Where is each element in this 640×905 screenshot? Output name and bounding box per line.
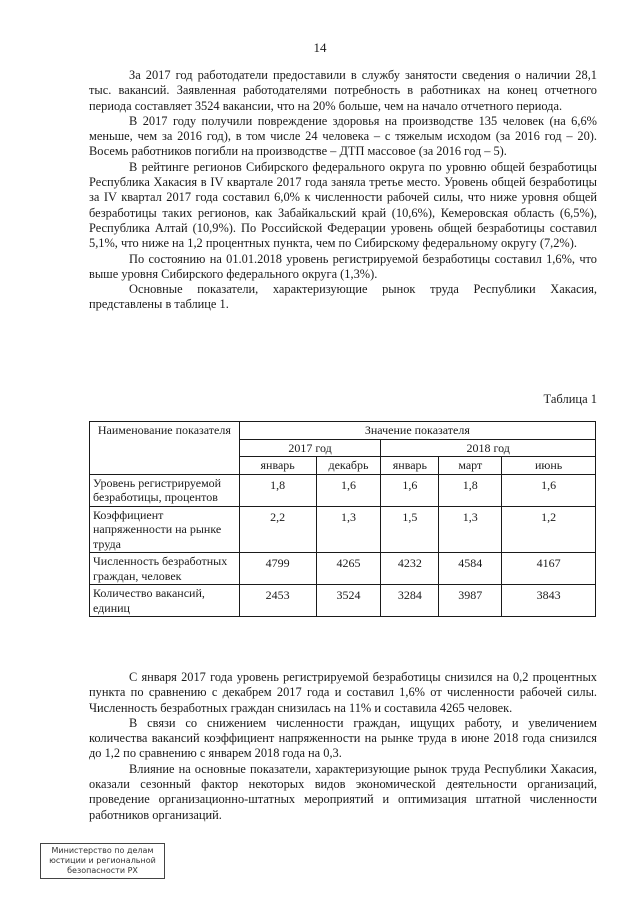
table-row <box>90 553 596 585</box>
paragraph-injuries: В 2017 году получили повреждение здоровья на производстве 135 человек (на 6,6% меньше, чем за 2016 год), в том числе 24 человека – с тяжелым исходом (за 2016 год – 20). Восемь работников погибли на производстве – ДТП массовое (за 2016 год – 5). <box>89 113 597 159</box>
header-indicator-value: Значение показателя <box>239 422 595 440</box>
cell-value: 1,3 <box>439 506 502 553</box>
cell-value: 3987 <box>439 585 502 617</box>
stamp-line: безопасности РХ <box>67 866 138 875</box>
cell-value: 3284 <box>381 585 439 617</box>
indicators-table <box>89 421 596 617</box>
cell-value: 1,6 <box>316 474 381 506</box>
paragraph-registered-unemployment: По состоянию на 01.01.2018 уровень регистрируемой безработицы составил 1,6%, что выше уровня Сибирского федерального округа (1,3%). <box>89 251 597 281</box>
body-text-bottom <box>89 670 597 823</box>
table-row <box>90 506 596 553</box>
row-label: Коэффициент напряженности на рынке труда <box>90 506 240 553</box>
paragraph-tension-coefficient: В связи со снижением численности граждан, ищущих работу, и увеличением количества вакансий коэффициент напряженности на рынке труда в июне 2018 года снизился до 1,2 по сравнению с январем 2018 года на 0,3. <box>89 715 597 761</box>
registration-stamp <box>40 843 165 879</box>
paragraph-table-intro: Основные показатели, характеризующие рынок труда Республики Хакасия, представлены в таблице 1. <box>89 282 597 312</box>
cell-value: 4265 <box>316 553 381 585</box>
cell-value: 1,8 <box>439 474 502 506</box>
row-label: Количество вакансий, единиц <box>90 585 240 617</box>
cell-value: 1,3 <box>316 506 381 553</box>
paragraph-vacancies: За 2017 год работодатели предоставили в службу занятости сведения о наличии 28,1 тыс. вакансий. Заявленная работодателями потребность в работниках на конец отчетного периода составляет 3524 вакансии, что на 20% больше, чем на начало отчетного периода. <box>89 68 597 113</box>
table-row <box>90 585 596 617</box>
cell-value: 3524 <box>316 585 381 617</box>
cell-value: 4232 <box>381 553 439 585</box>
header-year-2017: 2017 год <box>239 439 381 457</box>
header-month: январь <box>381 457 439 475</box>
stamp-line: Министерство по делам <box>51 846 154 855</box>
stamp-line: юстиции и региональной <box>49 856 156 865</box>
cell-value: 4799 <box>239 553 316 585</box>
cell-value: 3843 <box>502 585 596 617</box>
header-month: июнь <box>502 457 596 475</box>
cell-value: 1,2 <box>502 506 596 553</box>
cell-value: 1,8 <box>239 474 316 506</box>
row-label: Уровень регистрируемой безработицы, процентов <box>90 474 240 506</box>
cell-value: 1,5 <box>381 506 439 553</box>
table-caption: Таблица 1 <box>543 392 597 406</box>
table-header-row <box>90 422 596 440</box>
paragraph-influence: Влияние на основные показатели, характеризующие рынок труда Республики Хакасия, оказали сезонный фактор некоторых видов экономической деятельности организаций, проведение организационно-штатных мероприятий и оптимизация штатной численности работников организаций. <box>89 761 597 822</box>
cell-value: 2,2 <box>239 506 316 553</box>
cell-value: 1,6 <box>502 474 596 506</box>
row-label: Численность безработных граждан, человек <box>90 553 240 585</box>
header-month: март <box>439 457 502 475</box>
cell-value: 2453 <box>239 585 316 617</box>
header-indicator-name: Наименование показателя <box>90 422 240 475</box>
paragraph-rating: В рейтинге регионов Сибирского федерального округа по уровню общей безработицы Республика Хакасия в IV квартале 2017 года заняла третье место. Уровень общей безработицы за IV квартал 2017 года составил 6,0% к численности рабочей силы, что ниже уровня общей безработицы таких регионов, как Забайкальский край (10,6%), Кемеровская область (6,5%), Республика Алтай (10,9%). По Российской Федерации уровень общей безработицы составил 5,1%, что ниже на 1,2 процентных пункта, чем по Сибирскому федеральному округу (7,2%). <box>89 159 597 251</box>
body-text-top <box>89 68 597 313</box>
paragraph-unemployment-change: С января 2017 года уровень регистрируемой безработицы снизился на 0,2 процентных пункта по сравнению с декабрем 2017 года и составил 1,6% от численности рабочей силы. Численность безработных граждан снизилась на 11% и составила 4265 человек. <box>89 670 597 715</box>
cell-value: 4167 <box>502 553 596 585</box>
page-number: 14 <box>313 40 327 55</box>
cell-value: 1,6 <box>381 474 439 506</box>
cell-value: 4584 <box>439 553 502 585</box>
header-month: декабрь <box>316 457 381 475</box>
header-year-2018: 2018 год <box>381 439 596 457</box>
table-row <box>90 474 596 506</box>
header-month: январь <box>239 457 316 475</box>
